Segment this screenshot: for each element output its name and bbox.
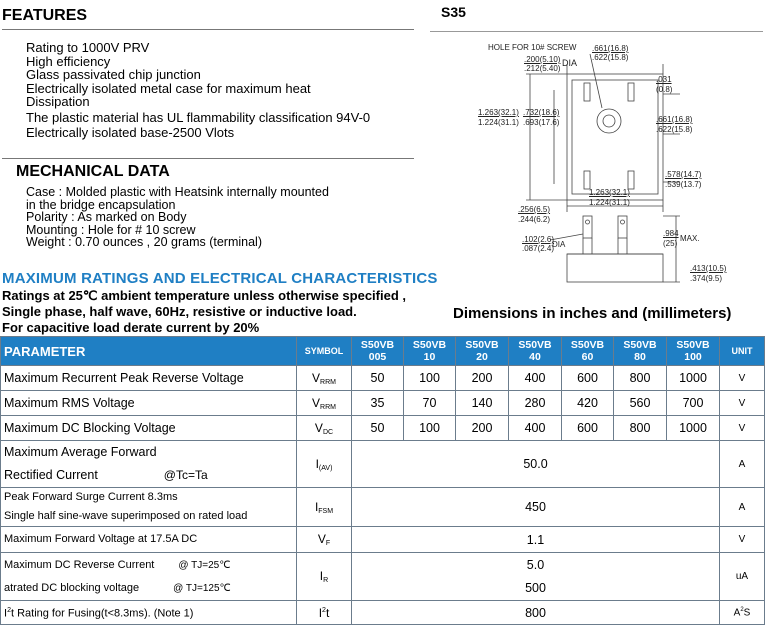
value-cell: 1.1 — [352, 527, 720, 553]
dim-label: .212(5.40) — [524, 64, 561, 73]
hole-label: HOLE FOR 10# SCREW — [488, 43, 577, 52]
param-cell: Maximum Average Forward Rectified Current @Tc=Ta — [1, 441, 297, 488]
param-cell: Peak Forward Surge Current 8.3ms Single half sine-wave superimposed on rated load — [1, 488, 297, 527]
dim-label: .256(6.5) — [518, 205, 551, 214]
header-model: S50VB 40 — [509, 337, 562, 366]
symbol-cell: $I_{FSM}$ — [297, 488, 352, 527]
dim-label: .031 — [656, 75, 672, 84]
dim-label: DIA — [552, 240, 566, 249]
value-cell: 450 — [352, 488, 720, 527]
dimensions-caption: Dimensions in inches and (millimeters) — [453, 305, 732, 322]
dim-label: .622(15.8) — [592, 53, 629, 62]
ratings-table — [0, 336, 765, 625]
symbol-cell: $V_{DC}$ — [297, 416, 352, 441]
feature-item: Dissipation — [26, 94, 90, 109]
dim-label: .102(2.6) — [522, 235, 555, 244]
mechanical-item: Polarity : As marked on Body — [26, 210, 187, 224]
value-cell: 140 — [456, 391, 509, 416]
value-cell: 5.0 500 — [352, 553, 720, 601]
header-symbol: SYMBOL — [297, 337, 352, 366]
mechanical-title: MECHANICAL DATA — [16, 163, 170, 180]
unit-cell: $A^2S$ — [720, 601, 765, 625]
unit-cell: A — [720, 441, 765, 488]
dim-label: MAX. — [680, 234, 700, 243]
mechanical-list — [26, 186, 329, 249]
dim-label: 1.263(32.1) — [478, 108, 519, 117]
symbol-cell: $V_{RRM}$ — [297, 391, 352, 416]
unit-cell: V — [720, 416, 765, 441]
value-cell: 400 — [509, 416, 562, 441]
features-title: FEATURES — [2, 7, 88, 24]
table-row — [1, 441, 765, 488]
value-cell: 400 — [509, 366, 562, 391]
features-list — [26, 41, 370, 140]
dim-label: .244(6.2) — [518, 215, 551, 224]
feature-item: Glass passivated chip junction — [26, 67, 201, 82]
mechanical-item: Case : Molded plastic with Heatsink internally mounted — [26, 185, 329, 199]
value-cell: 420 — [562, 391, 614, 416]
dim-label: 1.224(31.1) — [589, 198, 630, 207]
param-cell: Maximum DC Blocking Voltage — [1, 416, 297, 441]
mechanical-item: Mounting : Hole for # 10 screw — [26, 222, 196, 237]
unit-cell: A — [720, 488, 765, 527]
header-model: S50VB 100 — [667, 337, 720, 366]
package-name: S35 — [441, 4, 466, 20]
dim-label: (0.8) — [656, 85, 673, 94]
value-cell: 800 — [614, 366, 667, 391]
table-header-row — [1, 337, 765, 366]
dim-label: DIA — [562, 58, 578, 68]
table-row — [1, 527, 765, 553]
table-row — [1, 488, 765, 527]
dim-label: (25) — [663, 239, 678, 248]
table-row — [1, 366, 765, 391]
dim-label: .539(13.7) — [665, 180, 702, 189]
header-model: S50VB 10 — [404, 337, 456, 366]
unit-cell: V — [720, 527, 765, 553]
features-divider — [2, 29, 414, 30]
value-cell: 600 — [562, 366, 614, 391]
value-cell: 280 — [509, 391, 562, 416]
value-cell: 1000 — [667, 366, 720, 391]
dim-label: .622(15.8) — [656, 125, 693, 134]
dim-label: .984 — [663, 229, 679, 238]
value-cell: 50.0 — [352, 441, 720, 488]
value-cell: 100 — [404, 366, 456, 391]
value-cell: 35 — [352, 391, 404, 416]
ratings-conditions — [2, 288, 406, 336]
mechanical-item: in the bridge encapsulation — [26, 197, 176, 212]
header-model: S50VB 005 — [352, 337, 404, 366]
value-cell: 600 — [562, 416, 614, 441]
feature-item: Electrically isolated base-2500 Vlots — [26, 125, 235, 140]
header-parameter: PARAMETER — [1, 337, 297, 366]
header-model: S50VB 60 — [562, 337, 614, 366]
dim-label: .374(9.5) — [690, 274, 723, 283]
dim-label: .200(5.10) — [524, 55, 561, 64]
header-model: S50VB 20 — [456, 337, 509, 366]
param-cell: Maximum DC Reverse Current @ TJ=25℃ atrated DC blocking voltage @ TJ=125℃ — [1, 553, 297, 601]
value-cell: 200 — [456, 416, 509, 441]
dim-label: .087(2.4) — [522, 244, 555, 253]
dim-label: .661(16.8) — [656, 115, 693, 124]
symbol-cell: $V_{RRM}$ — [297, 366, 352, 391]
feature-item: The plastic material has UL flammability classification 94V-0 — [26, 109, 371, 125]
feature-item: Rating to 1000V PRV — [26, 40, 150, 55]
dim-label: .578(14.7) — [665, 170, 702, 179]
param-cell: Maximum Recurrent Peak Reverse Voltage — [1, 366, 297, 391]
table-row — [1, 416, 765, 441]
package-outline-drawing — [430, 34, 765, 294]
param-cell: Maximum Forward Voltage at 17.5A DC — [1, 527, 297, 553]
value-cell: 700 — [667, 391, 720, 416]
param-cell: Maximum RMS Voltage — [1, 391, 297, 416]
value-cell: 1000 — [667, 416, 720, 441]
header-unit: UNIT — [720, 337, 765, 366]
table-row — [1, 391, 765, 416]
unit-cell: V — [720, 391, 765, 416]
package-divider — [430, 31, 763, 32]
symbol-cell: $I_{(AV)}$ — [297, 441, 352, 488]
value-cell: 50 — [352, 416, 404, 441]
table-row — [1, 553, 765, 601]
dim-label: .661(16.8) — [592, 44, 629, 53]
header-model: S50VB 80 — [614, 337, 667, 366]
symbol-cell: $I^2t$ — [297, 601, 352, 625]
ratings-title: MAXIMUM RATINGS AND ELECTRICAL CHARACTERISTICS — [2, 270, 438, 287]
value-cell: 70 — [404, 391, 456, 416]
symbol-cell: $I_R$ — [297, 553, 352, 601]
condition-line: Ratings at 25℃ ambient temperature unless otherwise specified , — [2, 288, 406, 303]
mechanical-divider — [2, 158, 414, 159]
dim-label: .732(18.6) — [523, 108, 560, 117]
param-cell: $I^2t$ Rating for Fusing(t<8.3ms). (Note 1) — [1, 601, 297, 625]
value-cell: 560 — [614, 391, 667, 416]
unit-cell: V — [720, 366, 765, 391]
dim-label: .693(17.6) — [523, 118, 560, 127]
value-cell: 100 — [404, 416, 456, 441]
condition-line: Single phase, half wave, 60Hz, resistive or inductive load. — [2, 304, 357, 319]
value-cell: 50 — [352, 366, 404, 391]
dim-label: 1.263(32.1) — [589, 188, 630, 197]
feature-item: High efficiency — [26, 53, 111, 69]
dim-label: 1.224(31.1) — [478, 118, 519, 127]
symbol-cell: $V_F$ — [297, 527, 352, 553]
value-cell: 800 — [614, 416, 667, 441]
unit-cell: uA — [720, 553, 765, 601]
feature-item: Electrically isolated metal case for maximum heat — [26, 80, 311, 96]
condition-line: For capacitive load derate current by 20% — [2, 320, 260, 335]
value-cell: 800 — [352, 601, 720, 625]
value-cell: 200 — [456, 366, 509, 391]
mechanical-item: Weight : 0.70 ounces , 20 grams (terminal) — [26, 235, 262, 249]
dim-label: .413(10.5) — [690, 264, 727, 273]
